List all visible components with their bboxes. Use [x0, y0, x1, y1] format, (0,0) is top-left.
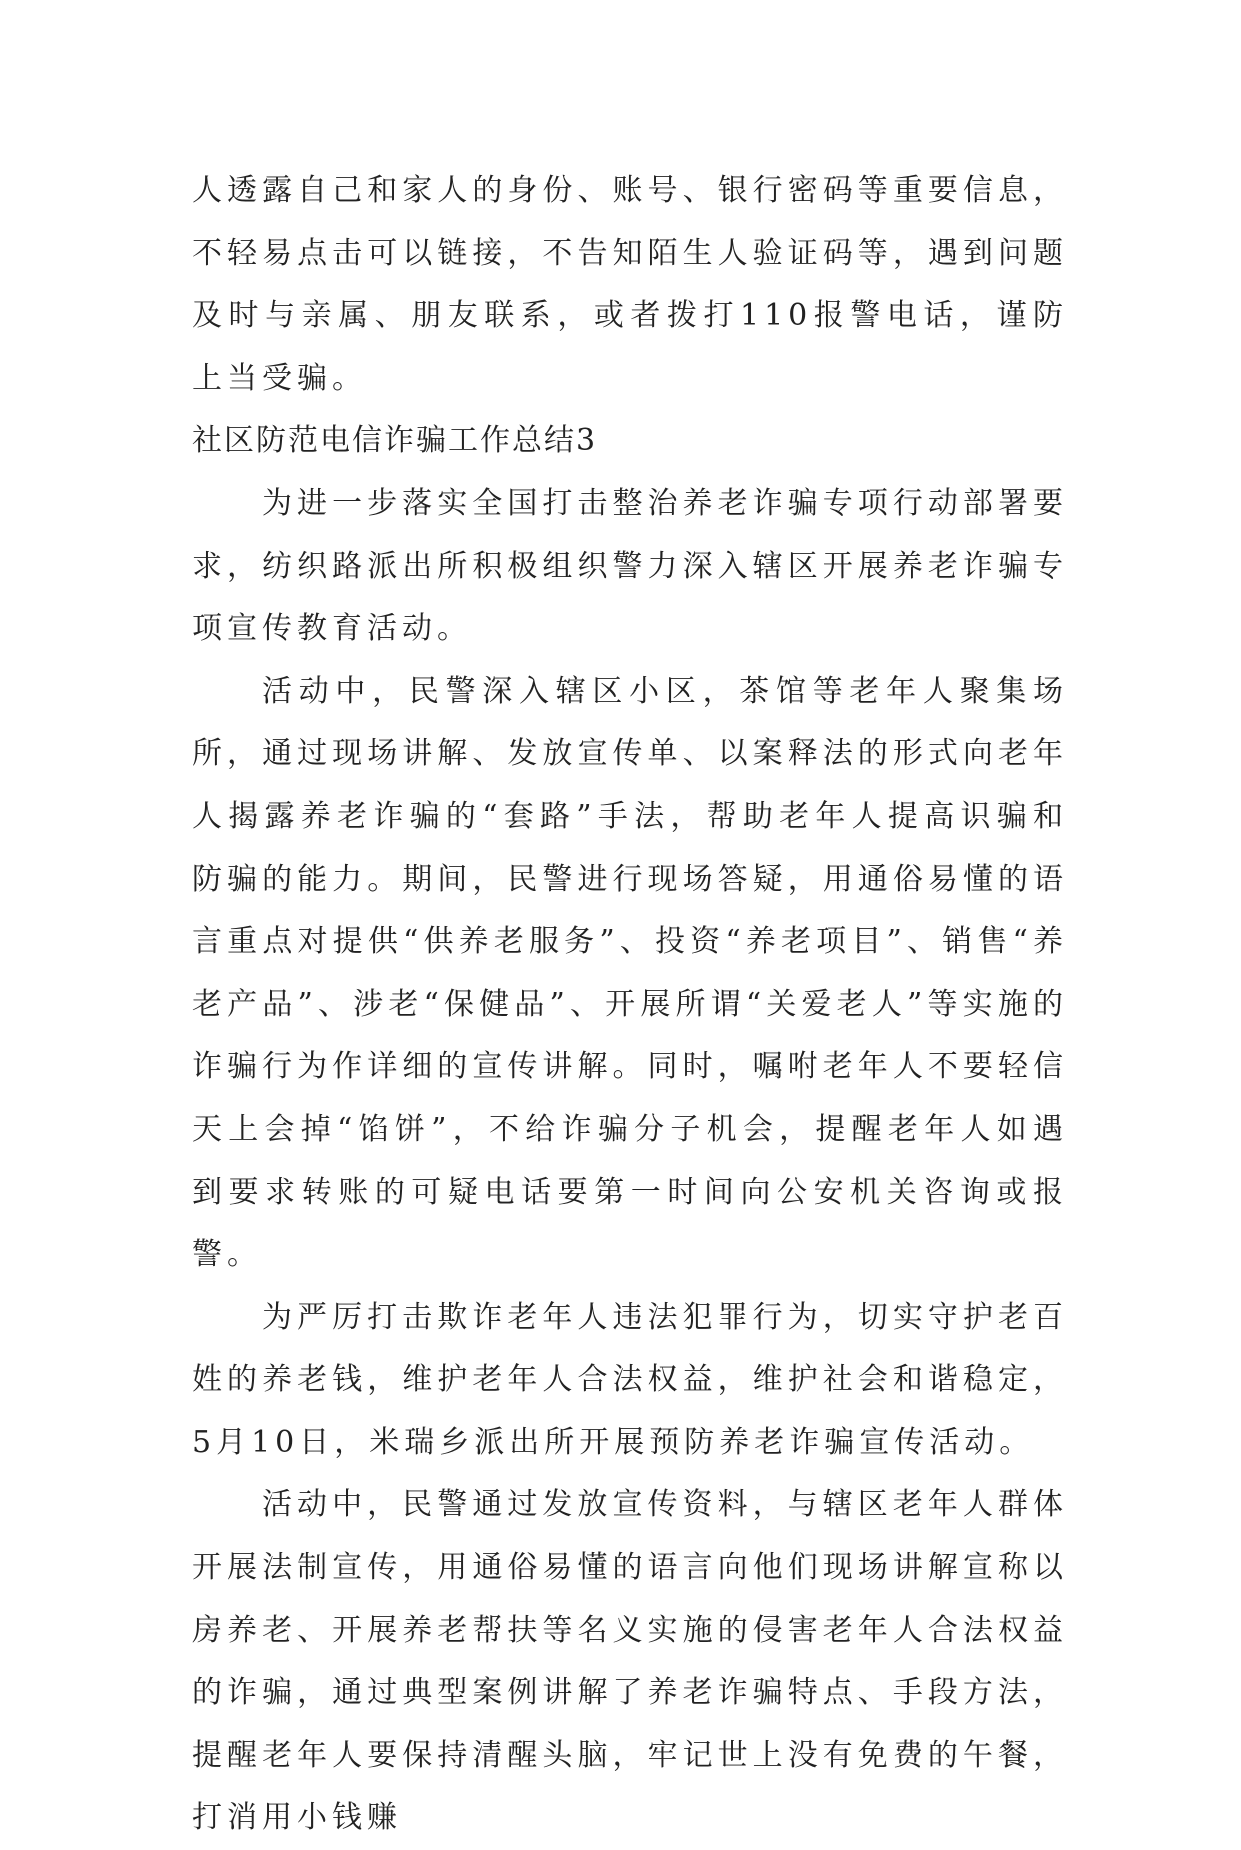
- paragraph-crackdown: 为严厉打击欺诈老年人违法犯罪行为，切实守护老百姓的养老钱，维护老年人合法权益，维护社会和谐稳定，5月10日，米瑞乡派出所开展预防养老诈骗宣传活动。: [192, 1299, 1068, 1460]
- paragraph-activity-2: 活动中，民警通过发放宣传资料，与辖区老年人群体开展法制宣传，用通俗易懂的语言向他们现场讲解宣称以房养老、开展养老帮扶等名义实施的侵害老年人合法权益的诈骗，通过典型案例讲解了养老诈骗特点、手段方法，提醒老年人要保持清醒头脑，牢记世上没有免费的午餐，打消用小钱赚: [192, 1487, 1068, 1836]
- paragraph-activity-1: 活动中，民警深入辖区小区，茶馆等老年人聚集场所，通过现场讲解、发放宣传单、以案释法的形式向老年人揭露养老诈骗的“套路”手法，帮助老年人提高识骗和防骗的能力。期间，民警进行现场答疑，用通俗易懂的语言重点对提供“供养老服务”、投资“养老项目”、销售“养老产品”、涉老“保健品”、开展所谓“关爱老人”等实施的诈骗行为作详细的宣传讲解。同时，嘱咐老年人不要轻信天上会掉“馅饼”，不给诈骗分子机会，提醒老年人如遇到要求转账的可疑电话要第一时间向公安机关咨询或报警。: [192, 673, 1068, 1273]
- document-body: [192, 160, 1068, 1850]
- paragraph-continuation: 人透露自己和家人的身份、账号、银行密码等重要信息，不轻易点击可以链接，不告知陌生人验证码等，遇到问题及时与亲属、朋友联系，或者拨打110报警电话，谨防上当受骗。: [192, 173, 1068, 396]
- section-heading: 社区防范电信诈骗工作总结3: [192, 423, 598, 459]
- paragraph-intro: 为进一步落实全国打击整治养老诈骗专项行动部署要求，纺织路派出所积极组织警力深入辖区开展养老诈骗专项宣传教育活动。: [192, 485, 1068, 647]
